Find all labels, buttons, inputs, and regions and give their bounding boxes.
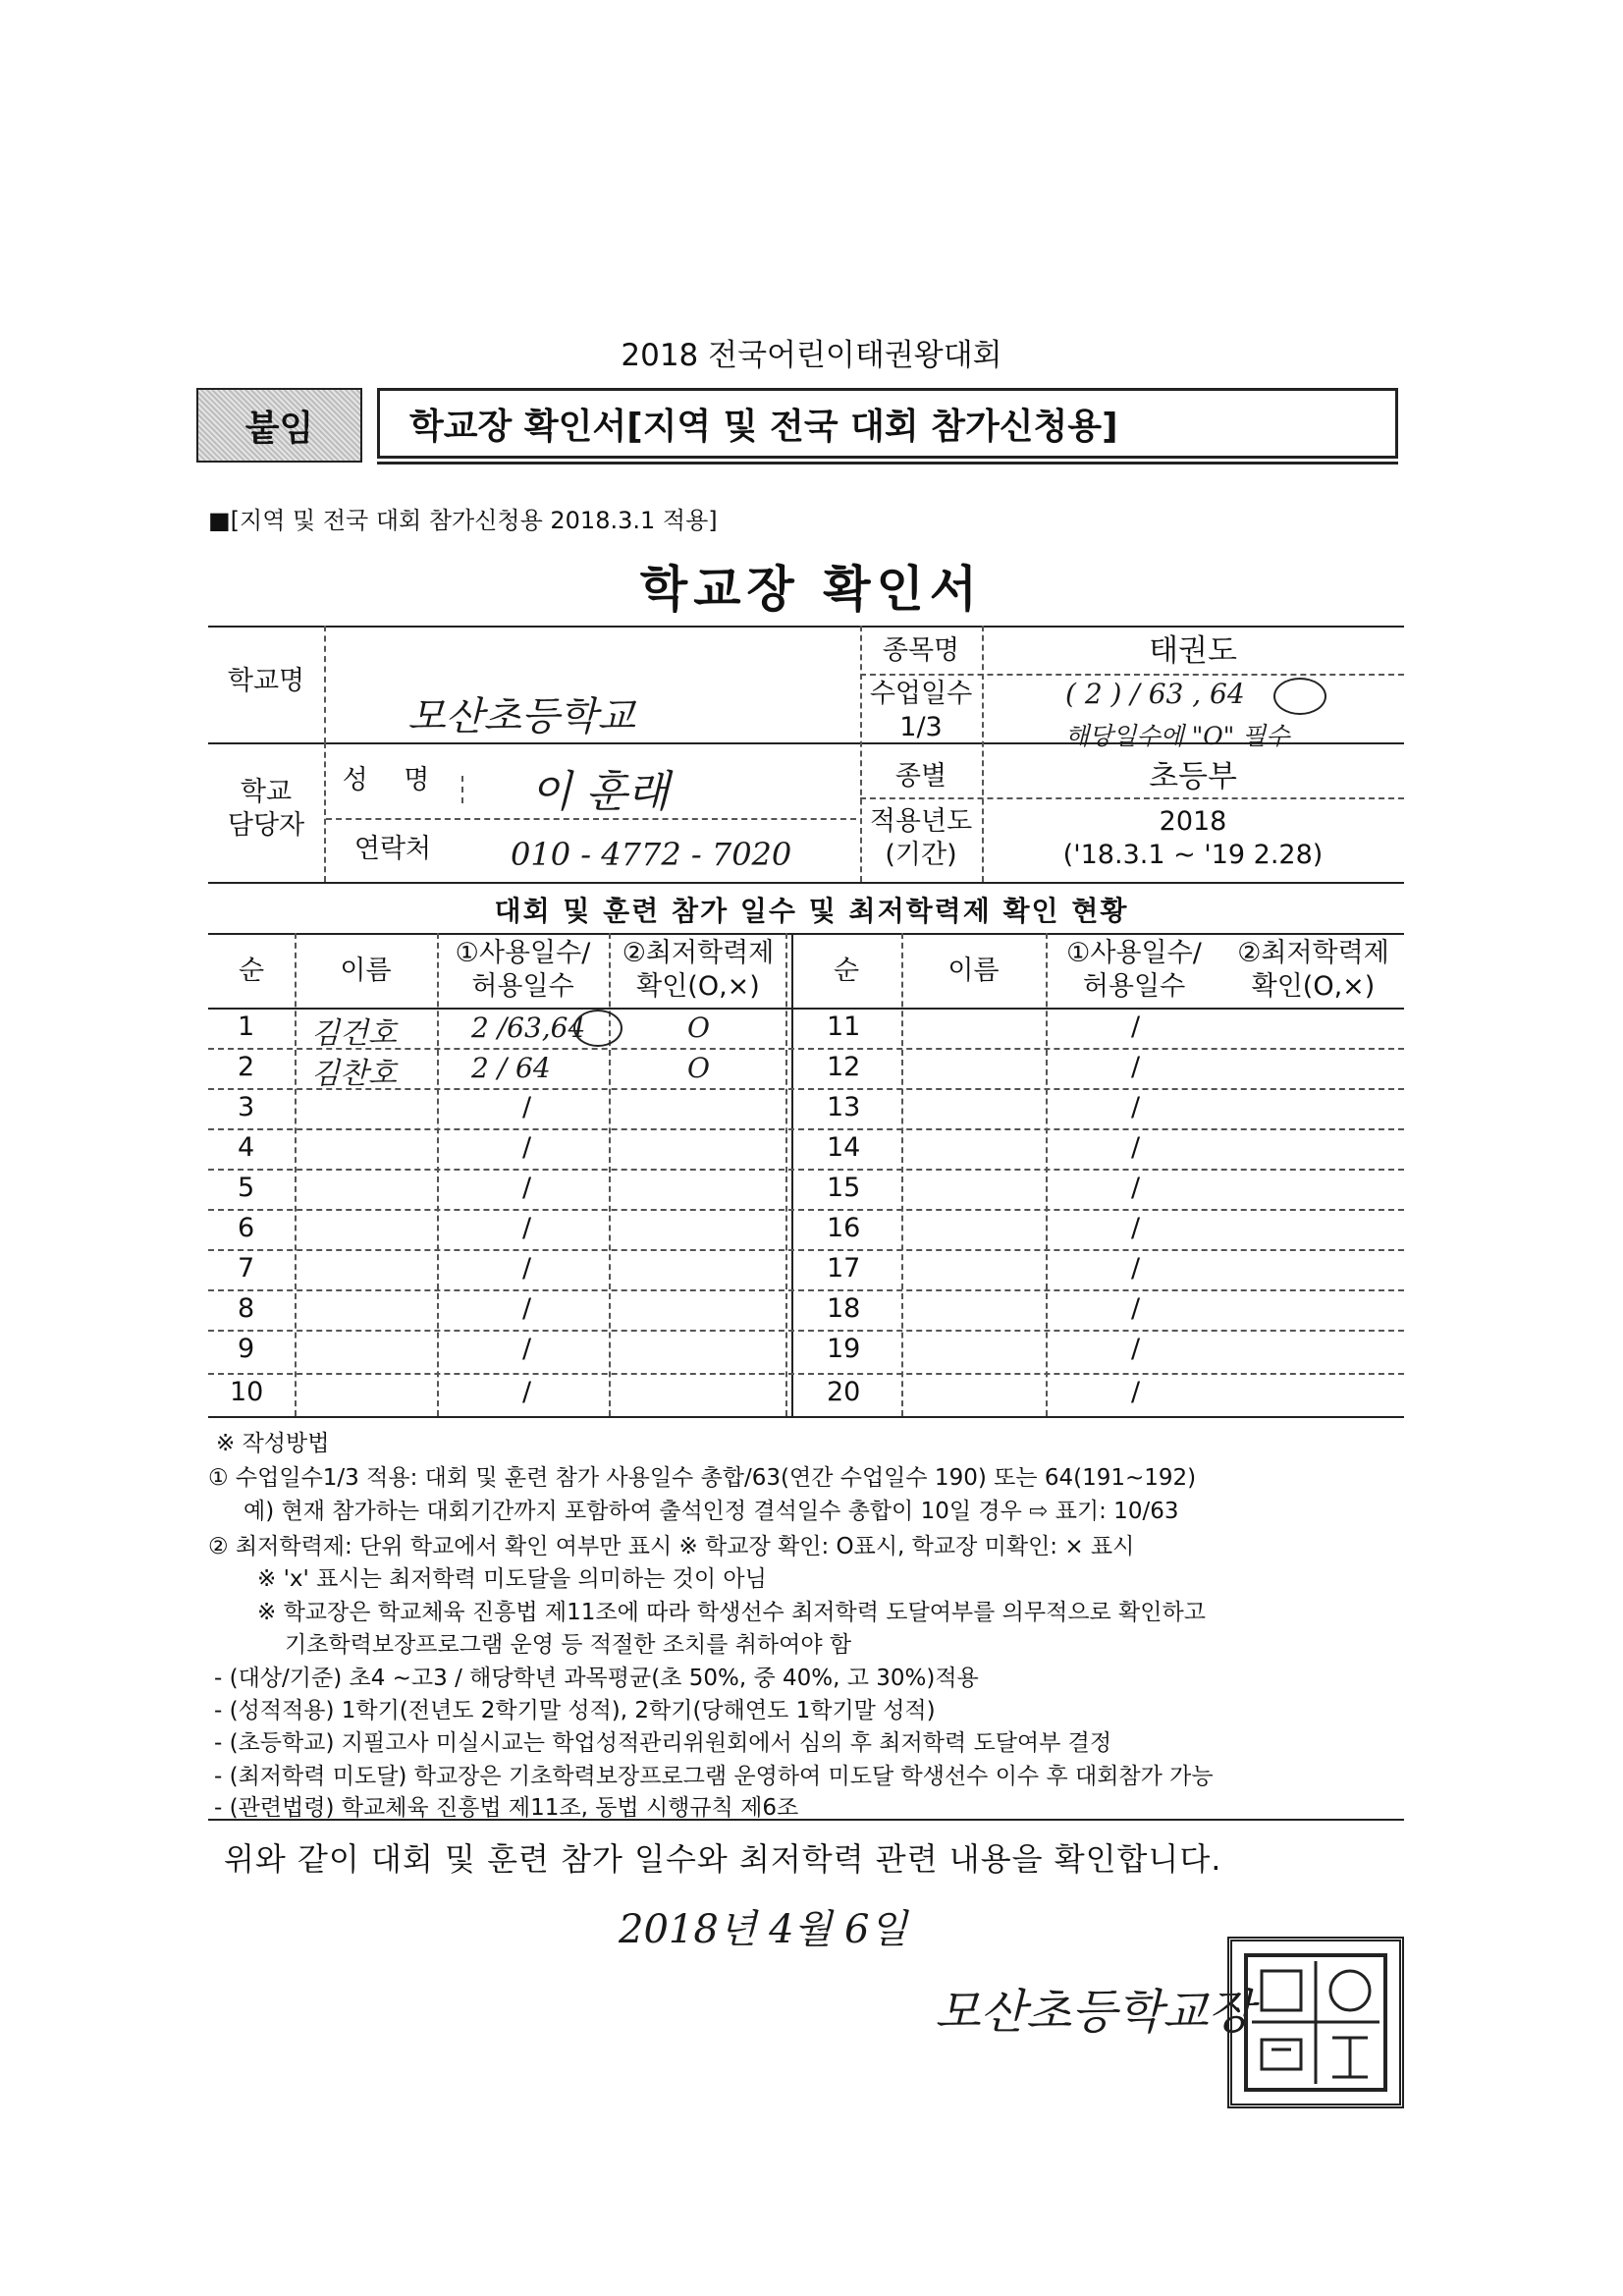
table-row: [208, 1289, 1404, 1330]
note-line: - (대상/기준) 초4 ~고3 / 해당학년 과목평균(초 50%, 중 40%, 고 30%)적용: [214, 1666, 979, 1691]
table-row: [208, 1048, 1404, 1091]
row-days-2: /: [1131, 1293, 1141, 1324]
table-row: [208, 1249, 1404, 1289]
col-header-acad-line2: 확인(O,×): [636, 970, 760, 1002]
date-text: 2018년 4월 6일: [619, 1907, 908, 1952]
year-value: [982, 805, 1404, 872]
col-header-days-2-line1: ①사용일수/: [1066, 938, 1202, 968]
notes-heading: ※ 작성방법: [216, 1431, 330, 1456]
days-label-line2: 1/3: [899, 711, 943, 742]
table-row: [208, 1209, 1404, 1249]
row-days-2: /: [1131, 1052, 1141, 1082]
seal-border-icon: [1242, 1951, 1389, 2094]
row-days-2: /: [1131, 1173, 1141, 1203]
row-number-2: 16: [827, 1213, 861, 1243]
form-title-box: [377, 388, 1398, 459]
row-number: 7: [238, 1253, 255, 1284]
division-label: 종별: [894, 761, 947, 792]
table-row: [208, 1169, 1404, 1209]
col-header-days: [437, 937, 609, 1004]
note-line: - (관련법령) 학교체육 진흥법 제11조, 동법 시행규칙 제6조: [214, 1795, 799, 1821]
row-number: 10: [230, 1377, 264, 1407]
col-header-no-2: 순: [833, 956, 860, 986]
row-number: 4: [238, 1132, 255, 1163]
row-days: /: [522, 1253, 532, 1284]
manager-label: [208, 776, 324, 843]
attachment-badge-label: 붙임: [244, 408, 314, 449]
row-acad: O: [687, 1052, 710, 1084]
event-value: 태권도: [1149, 633, 1237, 669]
row-number-2: 14: [827, 1132, 861, 1163]
row-days: 2 / 64: [471, 1052, 551, 1084]
row-number: 3: [238, 1092, 255, 1122]
row-number: 1: [238, 1011, 255, 1042]
row-number-2: 13: [827, 1092, 861, 1122]
col-header-acad-line1: ②최저학력제: [622, 938, 775, 968]
row-days: /: [522, 1213, 532, 1243]
days-label: [860, 678, 982, 744]
note-line: - (초등학교) 지필고사 미실시교는 학업성적관리위원회에서 심의 후 최저학력 도달여부 결정: [214, 1730, 1112, 1756]
table-row: [208, 1128, 1404, 1169]
row-number: 5: [238, 1173, 255, 1203]
row-number-2: 18: [827, 1293, 861, 1324]
table-caption: 대회 및 훈련 참가 일수 및 최저학력제 확인 현황: [494, 895, 1129, 927]
row-days: /: [522, 1377, 532, 1407]
row-days: 2 /63,64: [471, 1011, 586, 1044]
form-title: 학교장 확인서[지역 및 전국 대회 참가신청용]: [409, 406, 1118, 447]
row-number-2: 20: [827, 1377, 861, 1407]
row-days: /: [522, 1334, 532, 1364]
row-days-2: /: [1131, 1377, 1141, 1407]
school-seal: [1227, 1937, 1404, 2108]
signature: 모산초등학교장: [935, 1985, 1254, 2040]
school-label: 학교명: [227, 666, 305, 696]
table-row: [208, 1330, 1404, 1370]
row-days-circle: [573, 1010, 622, 1047]
event-title: 2018 전국어린이태권왕대회: [621, 338, 1002, 373]
col-header-days-line2: 허용일수: [471, 970, 574, 1002]
note-line: ① 수업일수1/3 적용: 대회 및 훈련 참가 사용일수 총합/63(연간 수업일수 190) 또는 64(191~192): [208, 1465, 1197, 1491]
row-name: 김찬호: [311, 1057, 397, 1091]
col-header-no: 순: [238, 956, 265, 986]
row-days-2: /: [1131, 1253, 1141, 1284]
year-label-line2: (기간): [885, 839, 957, 870]
manager-label-line1: 학교: [240, 777, 293, 807]
row-name: 김건호: [311, 1016, 397, 1051]
attachment-badge: [196, 388, 362, 463]
table-row: [208, 1008, 1404, 1051]
document-title: 학교장 확인서: [639, 561, 984, 618]
days-value: ( 2 ) / 63 , 64: [1065, 678, 1245, 710]
row-days-2: /: [1131, 1132, 1141, 1163]
row-days-2: /: [1131, 1011, 1141, 1042]
row-number: 8: [238, 1293, 255, 1324]
col-header-days-2: [1046, 937, 1222, 1004]
year-value-line1: 2018: [1159, 806, 1227, 837]
name-label: 성 명: [342, 765, 444, 795]
days-note: 해당일수에 "O" 필수: [1065, 722, 1290, 750]
note-line: 기초학력보장프로그램 운영 등 적절한 조치를 취하여야 함: [285, 1632, 852, 1658]
contact-label: 연락처: [353, 834, 432, 864]
row-days: /: [522, 1173, 532, 1203]
event-label: 종목명: [882, 635, 960, 666]
note-line: - (성적적용) 1학기(전년도 2학기말 성적), 2학기(당해연도 1학기말 성적): [214, 1698, 936, 1723]
row-days-2: /: [1131, 1092, 1141, 1122]
days-value-circle: [1273, 678, 1326, 715]
row-days: /: [522, 1132, 532, 1163]
col-header-acad: [609, 937, 787, 1004]
row-number-2: 11: [827, 1011, 861, 1042]
row-acad: O: [687, 1011, 710, 1044]
row-number: 9: [238, 1334, 255, 1364]
col-header-acad-2-line1: ②최저학력제: [1237, 938, 1389, 968]
days-label-line1: 수업일수: [869, 679, 973, 709]
note-line: ※ 학교장은 학교체육 진흥법 제11조에 따라 학생선수 최저학력 도달여부를 의무적으로 확인하고: [257, 1600, 1206, 1625]
manager-label-line2: 담당자: [227, 809, 305, 841]
col-header-days-2-line2: 허용일수: [1082, 970, 1186, 1002]
contact-value: 010 - 4772 - 7020: [511, 836, 792, 873]
col-header-days-line1: ①사용일수/: [455, 938, 591, 968]
row-number-2: 17: [827, 1253, 861, 1284]
note-line: 예) 현재 참가하는 대회기간까지 포함하여 출석인정 결석일수 총합이 10일 경우 ⇨ 표기: 10/63: [243, 1499, 1179, 1524]
col-header-acad-2-line2: 확인(O,×): [1251, 970, 1376, 1002]
col-header-acad-2: [1222, 937, 1404, 1004]
row-days-2: /: [1131, 1334, 1141, 1364]
note-line: ② 최저학력제: 단위 학교에서 확인 여부만 표시 ※ 학교장 확인: O표시, 학교장 미확인: × 표시: [208, 1534, 1135, 1559]
row-number-2: 12: [827, 1052, 861, 1082]
row-number: 2: [238, 1052, 255, 1082]
note-line: - (최저학력 미도달) 학교장은 기초학력보장프로그램 운영하여 미도달 학생선수 이수 후 대회참가 가능: [214, 1764, 1214, 1789]
row-number-2: 19: [827, 1334, 861, 1364]
row-days: /: [522, 1092, 532, 1122]
row-number: 6: [238, 1213, 255, 1243]
division-value: 초등부: [1149, 759, 1237, 794]
confirmation-text: 위와 같이 대회 및 훈련 참가 일수와 최저학력 관련 내용을 확인합니다.: [224, 1840, 1222, 1878]
name-value: 이 훈래: [530, 767, 670, 817]
note-line: ※ 'x' 표시는 최저학력 미도달을 의미하는 것이 아님: [257, 1566, 767, 1592]
table-row: [208, 1088, 1404, 1128]
school-value: 모산초등학교: [407, 694, 635, 739]
year-period: ('18.3.1 ~ '19 2.28): [1062, 839, 1324, 870]
sub-note: ■[지역 및 전국 대회 참가신청용 2018.3.1 적용]: [208, 507, 718, 534]
year-label: [860, 805, 982, 872]
row-days: /: [522, 1293, 532, 1324]
row-number-2: 15: [827, 1173, 861, 1203]
col-header-name-2: 이름: [947, 956, 1000, 986]
col-header-name: 이름: [340, 956, 392, 986]
table-row: [208, 1373, 1404, 1413]
year-label-line1: 적용년도: [869, 806, 973, 837]
row-days-2: /: [1131, 1213, 1141, 1243]
